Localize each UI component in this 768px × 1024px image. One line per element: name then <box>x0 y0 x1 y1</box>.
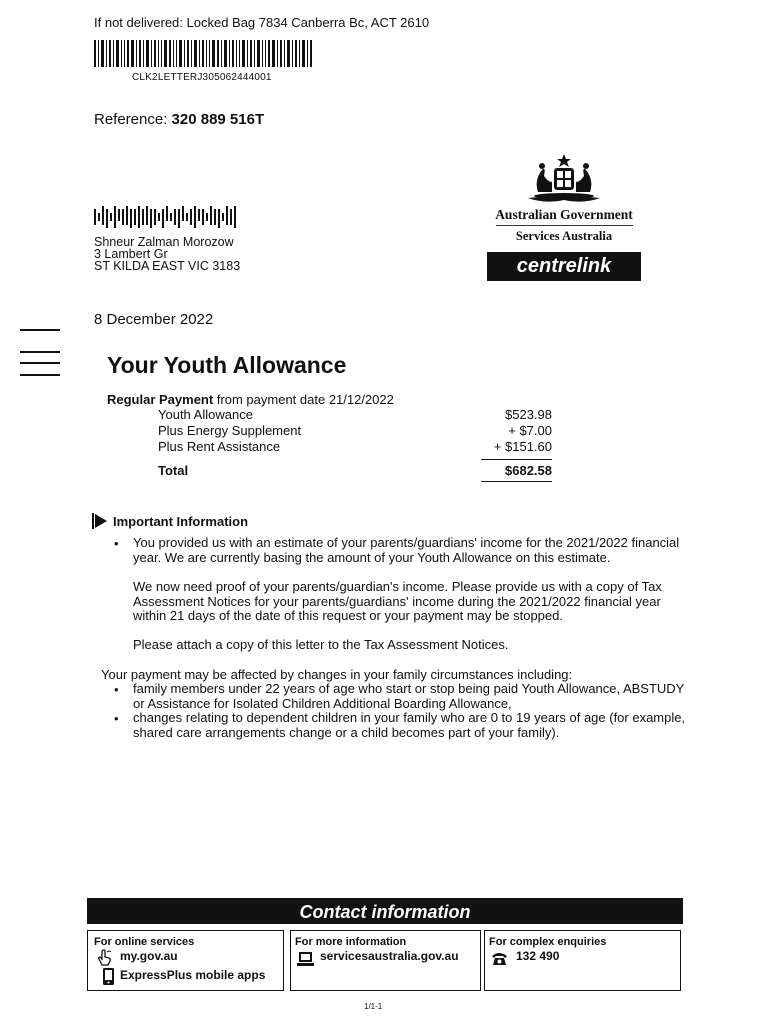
complex-enquiries-label: For complex enquiries <box>489 936 607 948</box>
page-number: 1/1-1 <box>364 1002 383 1011</box>
more-information-box <box>290 930 481 991</box>
letter-title: Your Youth Allowance <box>107 352 347 378</box>
bullet: • <box>114 682 119 697</box>
postal-barcode <box>94 206 239 228</box>
online-services-box <box>87 930 284 991</box>
reference-label: Reference: <box>94 111 168 128</box>
payment-item-value: + $151.60 <box>493 439 552 454</box>
mobile-phone-icon <box>100 968 117 985</box>
coat-of-arms-icon <box>524 152 604 206</box>
mygov-link[interactable]: my.gov.au <box>120 949 178 963</box>
important-heading: Important Information <box>113 514 249 529</box>
contact-title: Contact information <box>87 898 683 924</box>
total-rule-bottom <box>481 481 552 482</box>
reference <box>94 111 264 128</box>
payment-heading-rest: from payment date 21/12/2022 <box>213 392 394 407</box>
payment-item-label: Youth Allowance <box>158 407 253 422</box>
bullet: • <box>114 536 119 551</box>
circumstances-intro: Your payment may be affected by changes in your family circumstances including: <box>101 667 573 682</box>
telephone-icon <box>491 950 508 967</box>
circumstance-item: family members under 22 years of age who start or stop being paid Youth Allowance, ABSTUDY or Assistance for Isolated Children Additional Boarding Allowance, <box>133 681 685 711</box>
circumstance-item: changes relating to dependent children in your family who are 0 to 19 years of age (for example, shared care arrangements change or a child becomes part of your family). <box>133 710 686 740</box>
letter-date: 8 December 2022 <box>94 311 214 328</box>
payment-item-label: Plus Rent Assistance <box>158 439 281 454</box>
payment-item-label: Plus Energy Supplement <box>158 423 302 438</box>
fold-mark <box>20 351 60 353</box>
centrelink-logo: centrelink <box>487 252 641 281</box>
fold-mark <box>20 329 60 331</box>
online-services-label: For online services <box>94 936 195 948</box>
payment-heading-bold: Regular Payment <box>107 392 214 407</box>
payment-item-value: $523.98 <box>505 407 552 422</box>
important-paragraph: Please attach a copy of this letter to the Tax Assessment Notices. <box>133 637 509 652</box>
touch-hand-icon <box>96 949 113 966</box>
payment-heading <box>107 392 394 407</box>
fold-mark <box>20 362 60 364</box>
recipient-locality: ST KILDA EAST VIC 3183 <box>94 259 241 273</box>
logo-divider <box>496 225 633 226</box>
total-value: $682.58 <box>505 463 552 478</box>
reference-number: 320 889 516T <box>171 111 265 128</box>
arrow-marker-icon <box>92 513 108 529</box>
fold-mark <box>20 374 60 376</box>
complex-enquiries-box <box>484 930 681 991</box>
total-rule-top <box>481 459 552 460</box>
barcode-number: CLK2LETTERJ305062444001 <box>132 72 272 83</box>
payment-item-value: + $7.00 <box>508 423 552 438</box>
more-information-label: For more information <box>295 936 407 948</box>
mail-barcode <box>94 40 314 67</box>
bullet: • <box>114 711 119 726</box>
recipient-address <box>94 236 240 272</box>
services-australia-link[interactable]: servicesaustralia.gov.au <box>320 949 459 963</box>
government-name: Australian Government <box>495 207 633 222</box>
recipient-name: Shneur Zalman Morozow <box>94 235 234 249</box>
important-paragraph: We now need proof of your parents/guardian's income. Please provide us with a copy of Tax Assessment Notices for your parents/guardians' income during the 2021/2022 financial year within 21 days of the date of this request or your payment may be stopped. <box>133 579 662 624</box>
laptop-icon <box>297 951 314 968</box>
important-paragraph: You provided us with an estimate of your parents/guardians' income for the 2021/2022 financial year. We are currently basing the amount of your Youth Allowance on this estimate. <box>133 535 680 565</box>
agency-name: Services Australia <box>515 229 613 243</box>
phone-number-link[interactable]: 132 490 <box>516 949 560 963</box>
recipient-street: 3 Lambert Gr <box>94 247 168 261</box>
total-label: Total <box>158 463 189 478</box>
return-address: If not delivered: Locked Bag 7834 Canberra Bc, ACT 2610 <box>94 15 430 30</box>
expressplus-apps-link[interactable]: ExpressPlus mobile apps <box>120 968 266 982</box>
